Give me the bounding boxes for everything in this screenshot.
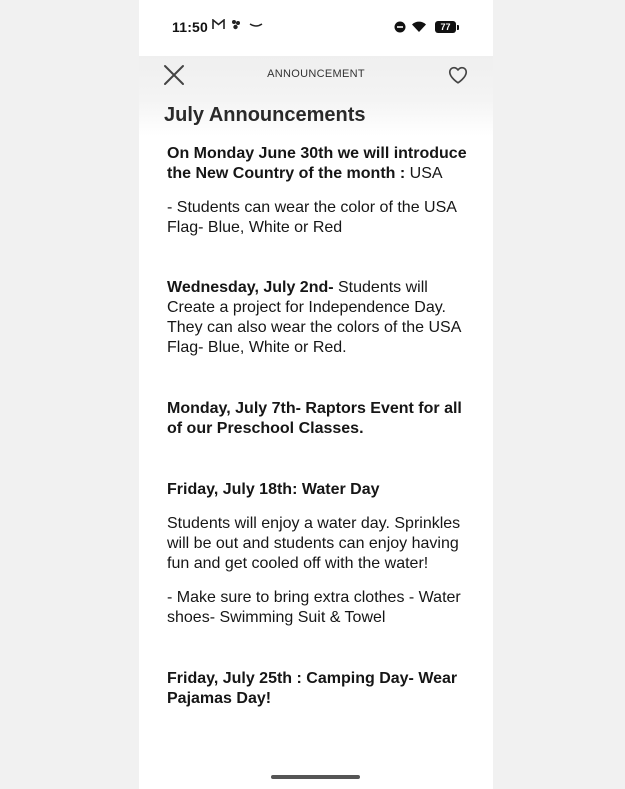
header-title: ANNOUNCEMENT [267,68,365,80]
status-time: 11:50 [172,19,209,35]
header-bar [139,56,493,136]
status-bar [139,0,493,56]
gmail-icon [212,19,225,35]
announcement-july-7 [167,399,477,439]
announcement-july-18-detail-2: - Make sure to bring extra clothes - Water shoes- Swimming Suit & Towel [167,589,461,626]
announcement-body [167,144,477,709]
announcement-country-of-month [167,144,477,184]
announcement-july-18-detail: Students will enjoy a water day. Sprinkles will be out and students can enjoy having fun and get cooled off with the water! [167,515,461,572]
photo-icon [231,19,241,35]
announcement-july-2-text: Students will Create a project for Independence Day. They can also wear the colors of the USA Flag- Blue, White or Red. [167,279,461,356]
announcement-july-7-heading: Monday, July 7th- Raptors Event for all of our Preschool Classes. [167,400,462,437]
announcement-july-2 [167,278,477,358]
phone-screen [139,0,493,789]
announcement-july-25-heading: Friday, July 25th : Camping Day- Wear Pajamas Day! [167,670,458,707]
announcement-july-25 [167,669,477,709]
amazon-icon [249,19,263,35]
announcement-country-heading: On Monday June 30th we will introduce the New Country of the month : [167,145,467,182]
dnd-icon [394,21,406,38]
announcement-country-detail: - Students can wear the color of the USA Flag- Blue, White or Red [167,199,457,236]
home-indicator[interactable] [271,775,360,779]
battery-tip [457,25,459,30]
announcement-country-name: USA [405,165,443,182]
heart-icon[interactable] [447,64,469,86]
wifi-icon [411,20,427,38]
announcement-july-18-heading: Friday, July 18th: Water Day [167,481,380,498]
announcement-july-2-heading: Wednesday, July 2nd- [167,279,334,296]
page-title: July Announcements [164,104,366,126]
favorite-button[interactable] [447,64,469,86]
battery-icon: 77 [435,21,456,33]
announcement-july-18 [167,480,477,500]
